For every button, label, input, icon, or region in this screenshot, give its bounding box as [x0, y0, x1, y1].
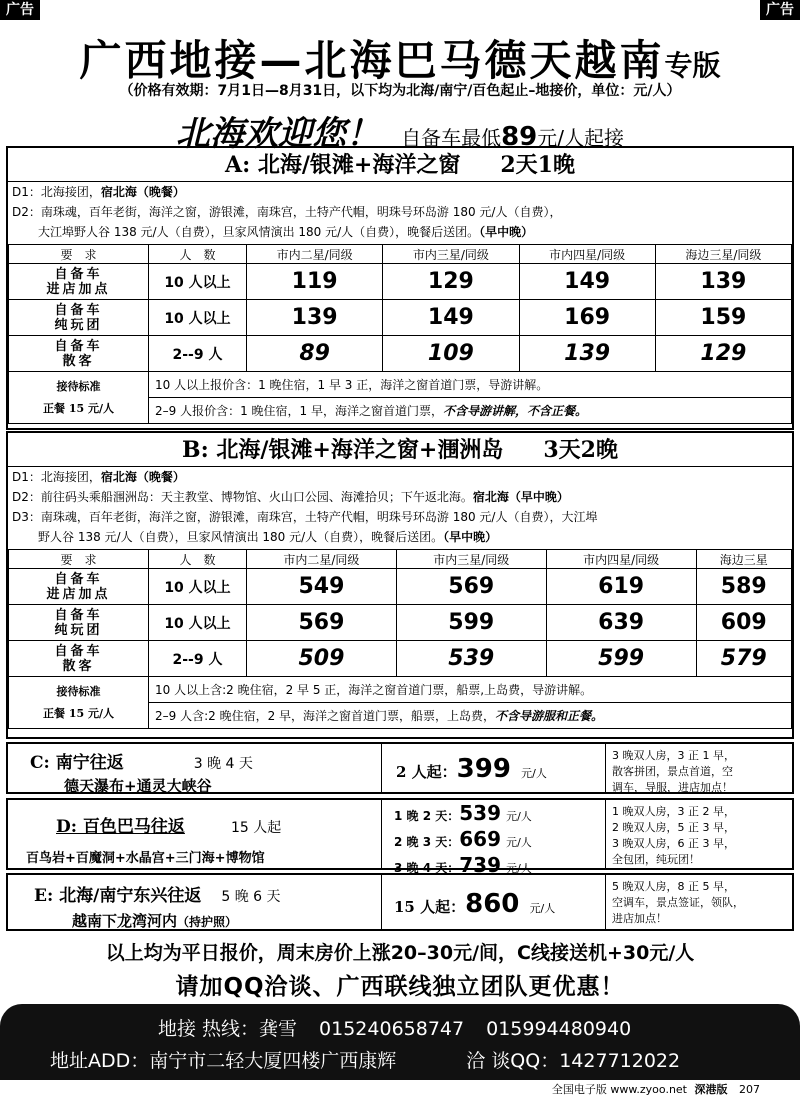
ad-tag-right: 广告: [760, 0, 800, 20]
standard-row: [9, 677, 792, 703]
price-label: 1 晚 2 天：: [394, 809, 460, 823]
self-car-price: 89: [501, 122, 538, 152]
itinerary-day-1: [8, 182, 792, 202]
day-label: D3：: [12, 510, 41, 524]
table-row: [9, 300, 792, 336]
address-text: 地址ADD：南宁市二轻大厦四楼广西康辉: [50, 1050, 397, 1072]
day-text: 前往码头乘船涠洲岛：天主教堂、博物馆、火山口公园、海滩拾贝；下午返北海。: [40, 490, 473, 504]
price-unit: 元/人: [521, 767, 547, 780]
price-cell: 599: [546, 641, 696, 677]
day-stay: 宿北海（晚餐）: [100, 185, 185, 199]
section-b-days: 3天2晚: [543, 437, 618, 463]
day-text: 北海接团，: [40, 185, 101, 199]
col-header-tier: 市内三星/同级: [396, 550, 546, 569]
price-cell: 619: [546, 569, 696, 605]
table-header-row: [9, 245, 792, 264]
price-unit: 元/人: [506, 862, 532, 875]
itinerary-day-1: [8, 467, 792, 487]
std-label-line: 正餐 15 元/人: [43, 401, 114, 415]
row-people: 10 人以上: [149, 605, 247, 641]
std-text: 2–9 人含:2 晚住宿，2 早，海洋之窗首道门票，船票，上岛费，: [155, 709, 496, 723]
self-car-post: 元/人起接: [537, 126, 625, 150]
route-d-prices: [382, 800, 606, 877]
price-cell: 609: [696, 605, 791, 641]
price-cell: 569: [396, 569, 546, 605]
price-cell: 579: [696, 641, 791, 677]
price-cell: 569: [247, 605, 397, 641]
title-main: 广西地接—北海巴马德天越南: [79, 36, 665, 85]
price-cell: 169: [519, 300, 655, 336]
note-line: 散客拼团，景点首道，空: [612, 765, 733, 778]
price-cell: 599: [396, 605, 546, 641]
route-d-sights: 百鸟岩+百魔洞+水晶宫+三门海+博物馆: [26, 851, 265, 866]
table-row: [9, 336, 792, 372]
price-line: [394, 828, 605, 854]
route-d-notes: [606, 800, 792, 868]
day-label: D2：: [12, 490, 41, 504]
day-text: 北海接团，: [40, 470, 101, 484]
table-row: [9, 641, 792, 677]
price-cell: 139: [247, 300, 383, 336]
std-label-line: 接待标准: [56, 684, 101, 698]
section-a-days: 2天1晚: [500, 152, 575, 178]
price-cell: 139: [655, 264, 791, 300]
hotline-label: 地接 热线：龚雪: [158, 1018, 298, 1040]
standard-text-small: [149, 398, 792, 424]
req-line: 散客: [62, 353, 95, 369]
row-requirement: [9, 300, 149, 336]
price-table-b: [8, 549, 792, 729]
row-people: 10 人以上: [149, 300, 247, 336]
address-line: [50, 1046, 680, 1073]
route-d-title: D: 百色巴马往返: [56, 817, 185, 837]
day-text: 大江埠野人谷 138 元/人（自费），旦家风情演出 180 元/人（自费），晚餐后送团。: [38, 225, 480, 239]
day-stay: 宿北海（晚餐）: [100, 470, 185, 484]
col-header-req: 要 求: [9, 550, 149, 569]
page-number: 207: [739, 1083, 760, 1096]
day-label: D2：: [12, 205, 41, 219]
day-meal: （早中晚）: [479, 225, 534, 239]
contact-bar: [0, 1004, 800, 1080]
price-cell: 139: [519, 336, 655, 372]
table-row: [9, 605, 792, 641]
price-unit: 元/人: [529, 902, 556, 915]
price-unit: 元/人: [506, 810, 532, 823]
col-header-tier: 海边三星: [696, 550, 791, 569]
day-stay: 宿北海（早中晚）: [472, 490, 569, 504]
standard-text-group: 10 人以上报价含：1 晚住宿，1 早 3 正，海洋之窗首道门票，导游讲解。: [149, 372, 792, 398]
route-c-title: C: 南宁往返: [30, 753, 124, 773]
price-table-a: [8, 244, 792, 424]
day-text: 南珠魂，百年老街，海洋之窗，游银滩，南珠宫，土特产代帽，明珠号环岛游 180 元/人（自费），: [40, 205, 562, 219]
price-value: 669: [459, 827, 501, 851]
route-c-box: [6, 742, 794, 794]
route-c-notes: [606, 744, 792, 792]
req-line: 进店加点: [46, 281, 111, 297]
route-e-box: [6, 873, 794, 931]
route-d-min-group: 15 人起: [230, 820, 282, 836]
col-header-tier: 市内四星/同级: [519, 245, 655, 264]
price-cell: 509: [247, 641, 397, 677]
route-e-notes: [606, 875, 792, 929]
day-label: D1：: [12, 470, 41, 484]
section-b-title: B: 北海/银滩+海洋之窗+涠洲岛: [182, 437, 504, 463]
welcome-text: 北海欢迎您！: [175, 114, 380, 154]
day-text: 南珠魂，百年老街，海洋之窗，游银滩，南珠宫，土特产代帽，明珠号环岛游 180 元/人（自费），大江埠: [40, 510, 598, 524]
route-d-info: [8, 800, 382, 868]
price-value: 739: [459, 853, 501, 877]
std-text: 2–9 人报价含：1 晚住宿，1 早，海洋之窗首道门票，: [155, 404, 443, 418]
col-header-tier: 市内四星/同级: [546, 550, 696, 569]
req-line: 自备车: [54, 302, 103, 318]
qq-label: 洽 谈QQ：: [466, 1050, 560, 1072]
price-label: 3 晚 4 天：: [394, 861, 460, 875]
ad-tag-left: 广告: [0, 0, 40, 20]
note-line: 进店加点！: [612, 912, 667, 925]
qq-promo-banner: 请加QQ洽谈、广西联线独立团队更优惠！: [175, 974, 625, 1000]
req-line: 纯玩团: [54, 317, 103, 333]
price-value: 860: [465, 889, 520, 919]
standard-text-small: [149, 703, 792, 729]
row-requirement: [9, 569, 149, 605]
table-row: [9, 264, 792, 300]
page-footer: [552, 1081, 760, 1097]
price-cell: 639: [546, 605, 696, 641]
row-requirement: [9, 264, 149, 300]
standard-row: [9, 372, 792, 398]
weekend-surcharge-note: 以上均为平日报价，周末房价上涨20–30元/间，C线接送机+30元/人: [105, 942, 695, 964]
row-people: 10 人以上: [149, 569, 247, 605]
phone-number-1[interactable]: 015240658747: [319, 1018, 465, 1040]
row-requirement: [9, 605, 149, 641]
price-cell: 109: [383, 336, 519, 372]
col-header-people: 人 数: [149, 245, 247, 264]
page-title: [0, 28, 800, 88]
section-a-header: [8, 148, 792, 182]
qq-number[interactable]: 1427712022: [559, 1050, 681, 1072]
price-cell: 119: [247, 264, 383, 300]
itinerary-day-2: [8, 487, 792, 507]
route-e-duration: 5 晚 6 天: [221, 889, 281, 905]
req-line: 自备车: [54, 643, 103, 659]
price-label: 15 人起：: [394, 898, 466, 916]
req-line: 自备车: [54, 607, 103, 623]
section-b-header: [8, 433, 792, 467]
col-header-tier: 市内二星/同级: [247, 245, 383, 264]
price-cell: 539: [396, 641, 546, 677]
price-cell: 129: [655, 336, 791, 372]
col-header-people: 人 数: [149, 550, 247, 569]
validity-note: （价格有效期：7月1日—8月31日，以下均为北海/南宁/百色起止–地接价，单位：元/人）: [119, 83, 681, 99]
price-cell: 89: [247, 336, 383, 372]
route-e-destination: 越南下龙湾河内: [72, 912, 178, 930]
route-c-sights: 德天瀑布+通灵大峡谷: [64, 777, 212, 795]
note-line: 空调车，景点签证，领队，: [612, 896, 744, 909]
row-requirement: [9, 336, 149, 372]
self-car-pre: 自备车最低: [401, 126, 502, 150]
itinerary-day-2-cont: [8, 222, 792, 242]
price-label: 2 人起：: [396, 763, 457, 781]
standard-label: [9, 372, 149, 424]
note-line: 调车，导服，进店加点！: [612, 781, 733, 794]
title-suffix: 专版: [664, 49, 721, 82]
price-cell: 549: [247, 569, 397, 605]
phone-number-2[interactable]: 015994480940: [486, 1018, 632, 1040]
col-header-tier: 市内三星/同级: [383, 245, 519, 264]
price-value: 399: [456, 754, 511, 784]
footer-site[interactable]: 全国电子版 www.zyoo.net: [551, 1083, 687, 1096]
section-a: [6, 146, 794, 430]
std-exclusion: 不含导游讲解，不含正餐。: [442, 404, 587, 418]
col-header-req: 要 求: [9, 245, 149, 264]
row-requirement: [9, 641, 149, 677]
price-unit: 元/人: [506, 836, 532, 849]
req-line: 散客: [62, 658, 95, 674]
itinerary-day-3-cont: [8, 527, 792, 547]
note-line: 3 晚双人房，3 正 1 早，: [612, 749, 735, 762]
price-cell: 149: [383, 300, 519, 336]
standard-text-group: 10 人以上含:2 晚住宿，2 早 5 正，海洋之窗首道门票，船票,上岛费，导游讲解。: [149, 677, 792, 703]
std-exclusion: 不含导游服和正餐。: [495, 709, 604, 723]
route-e-title: E: 北海/南宁东兴往返: [34, 886, 202, 906]
col-header-tier: 海边三星/同级: [655, 245, 791, 264]
day-label: D1：: [12, 185, 41, 199]
day-text: 野人谷 138 元/人（自费），旦家风情演出 180 元/人（自费），晚餐后送团。: [38, 530, 444, 544]
row-people: 2--9 人: [149, 336, 247, 372]
price-line: [394, 802, 605, 828]
price-cell: 129: [383, 264, 519, 300]
note-line: 全包团，纯玩团！: [612, 853, 700, 866]
footer-brand: 深港版: [694, 1083, 728, 1096]
price-cell: 589: [696, 569, 791, 605]
section-a-title: A: 北海/银滩+海洋之窗: [225, 152, 461, 178]
itinerary-day-2: [8, 202, 792, 222]
section-b: [6, 431, 794, 739]
col-header-tier: 市内二星/同级: [247, 550, 397, 569]
note-line: 3 晚双人房，6 正 3 早，: [612, 837, 735, 850]
std-label-line: 接待标准: [56, 379, 101, 393]
table-header-row: [9, 550, 792, 569]
route-c-info: [8, 744, 382, 795]
price-cell: 149: [519, 264, 655, 300]
hotline-line: [158, 1014, 631, 1041]
note-line: 1 晚双人房，3 正 2 早，: [612, 805, 735, 818]
itinerary-day-3: [8, 507, 792, 527]
req-line: 进店加点: [46, 586, 111, 602]
price-label: 2 晚 3 天：: [394, 835, 460, 849]
day-meal: （早中晚）: [443, 530, 498, 544]
req-line: 纯玩团: [54, 622, 103, 638]
table-row: [9, 569, 792, 605]
route-c-duration: 3 晚 4 天: [193, 756, 253, 772]
price-value: 539: [459, 801, 501, 825]
route-e-price: [382, 875, 606, 929]
price-cell: 159: [655, 300, 791, 336]
row-people: 2--9 人: [149, 641, 247, 677]
note-line: 2 晚双人房，5 正 3 早，: [612, 821, 735, 834]
req-line: 自备车: [54, 571, 103, 587]
route-c-price: [382, 744, 606, 792]
route-d-box: [6, 798, 794, 877]
row-people: 10 人以上: [149, 264, 247, 300]
req-line: 自备车: [54, 338, 103, 354]
note-line: 5 晚双人房，8 正 5 早，: [612, 880, 735, 893]
std-label-line: 正餐 15 元/人: [43, 706, 114, 720]
route-e-info: [8, 875, 382, 929]
req-line: 自备车: [54, 266, 103, 282]
route-e-passport-note: （持护照）: [177, 915, 238, 929]
standard-label: [9, 677, 149, 729]
